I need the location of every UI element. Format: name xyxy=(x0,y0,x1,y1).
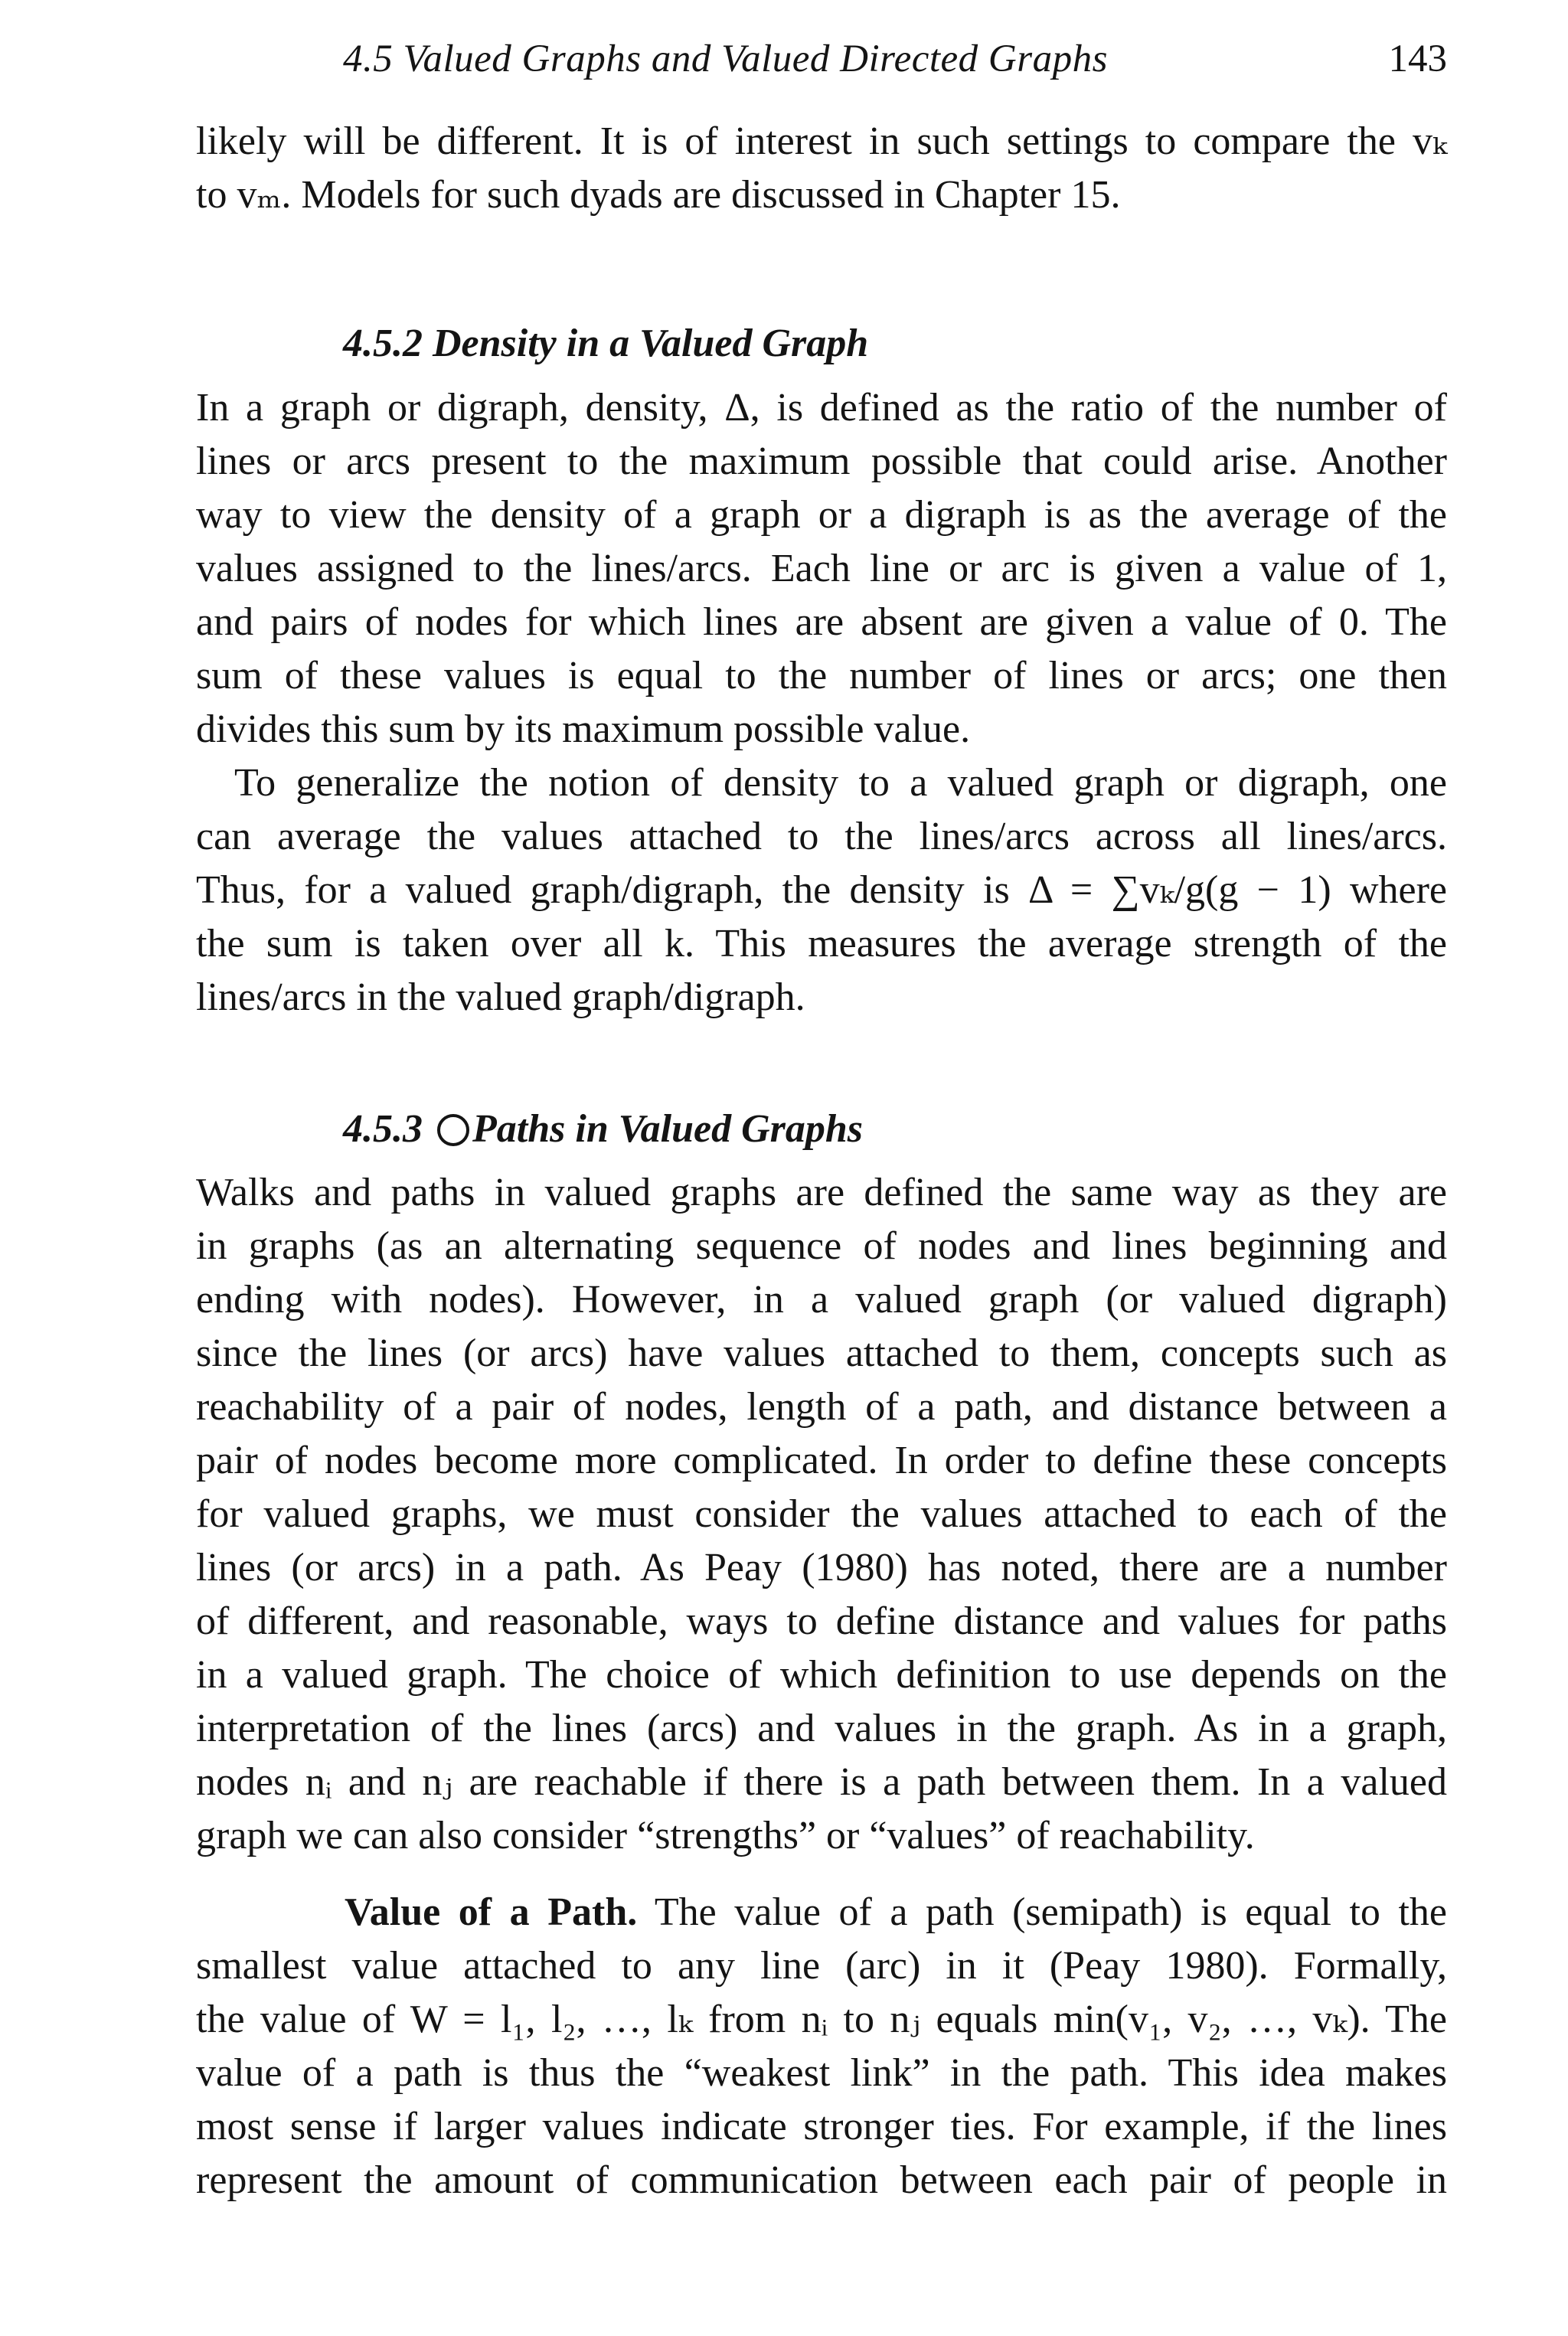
text-line: way to view the density of a graph or a digraph is as the average of the xyxy=(196,493,1447,537)
page-header xyxy=(0,37,1568,98)
text-line: the sum is taken over all k. This measures the average strength of the xyxy=(196,922,1447,965)
text-line: lines/arcs in the valued graph/digraph. xyxy=(196,975,805,1019)
density-paragraph-1 xyxy=(196,381,1447,756)
section-heading-4-5-2: 4.5.2 Density in a Valued Graph xyxy=(343,322,869,365)
text-line: To generalize the notion of density to a valued graph or digraph, one xyxy=(234,761,1447,805)
text-line: In a graph or digraph, density, Δ, is defined as the ratio of the number of xyxy=(196,386,1447,430)
text-line: graph we can also consider “strengths” or “values” of reachability. xyxy=(196,1814,1255,1857)
text-line: value of a path is thus the “weakest link” in the path. This idea makes xyxy=(196,2051,1447,2095)
value-of-path-paragraph xyxy=(196,1886,1447,2207)
text-line: divides this sum by its maximum possible value. xyxy=(196,707,971,751)
section-heading-4-5-3 xyxy=(343,1103,863,1156)
run-in-heading: Value of a Path. xyxy=(345,1890,638,1934)
run-in-text: The value of a path (semipath) is equal to the xyxy=(637,1890,1447,1934)
text-line: and pairs of nodes for which lines are absent are given a value of 0. The xyxy=(196,600,1447,644)
text-line: pair of nodes become more complicated. In order to define these concepts xyxy=(196,1439,1447,1482)
text-line: likely will be different. It is of interest in such settings to compare the vₖ xyxy=(196,119,1447,163)
text-line: Walks and paths in valued graphs are defined the same way as they are xyxy=(196,1171,1447,1214)
paths-paragraph-1 xyxy=(196,1166,1447,1863)
text-line: can average the values attached to the lines/arcs across all lines/arcs. xyxy=(196,815,1447,858)
text-line: nodes nᵢ and nⱼ are reachable if there is a path between them. In a valued xyxy=(196,1760,1447,1804)
text-line: smallest value attached to any line (arc) in it (Peay 1980). Formally, xyxy=(196,1944,1447,1988)
intro-paragraph xyxy=(196,115,1447,222)
text-line: values assigned to the lines/arcs. Each line or arc is given a value of 1, xyxy=(196,547,1447,590)
text-line: the value of W = l₁, l₂, …, lₖ from nᵢ to nⱼ equals min(v₁, v₂, …, vₖ). The xyxy=(196,1998,1447,2041)
text-line: lines (or arcs) in a path. As Peay (1980) has noted, there are a number xyxy=(196,1546,1447,1589)
text-line: ending with nodes). However, in a valued graph (or valued digraph) xyxy=(196,1278,1447,1322)
text-line: to vₘ. Models for such dyads are discussed in Chapter 15. xyxy=(196,173,1121,217)
text-line: reachability of a pair of nodes, length of a path, and distance between a xyxy=(196,1385,1447,1429)
density-paragraph-2 xyxy=(196,756,1447,1024)
text-line: Thus, for a valued graph/digraph, the density is Δ = ∑vₖ/g(g − 1) where xyxy=(196,868,1447,912)
text-line: interpretation of the lines (arcs) and values in the graph. As in a graph, xyxy=(196,1707,1447,1750)
circle-bullet-icon xyxy=(437,1114,469,1146)
section-number: 4.5.3 xyxy=(343,1107,423,1151)
text-line: lines or arcs present to the maximum possible that could arise. Another xyxy=(196,439,1447,483)
text-line: sum of these values is equal to the number of lines or arcs; one then xyxy=(196,654,1447,698)
text-line: in graphs (as an alternating sequence of nodes and lines beginning and xyxy=(196,1224,1447,1268)
running-head: 4.5 Valued Graphs and Valued Directed Graphs xyxy=(343,38,1108,80)
text-line: of different, and reasonable, ways to define distance and values for paths xyxy=(196,1599,1447,1643)
section-title: Paths in Valued Graphs xyxy=(472,1107,864,1151)
text-line: represent the amount of communication between each pair of people in xyxy=(196,2158,1447,2202)
text-line: in a valued graph. The choice of which definition to use depends on the xyxy=(196,1653,1447,1697)
text-line: most sense if larger values indicate stronger ties. For example, if the lines xyxy=(196,2105,1447,2148)
text-line xyxy=(196,1886,1447,1939)
page-number: 143 xyxy=(1388,38,1447,80)
text-line: since the lines (or arcs) have values attached to them, concepts such as xyxy=(196,1331,1447,1375)
text-line: for valued graphs, we must consider the values attached to each of the xyxy=(196,1492,1447,1536)
